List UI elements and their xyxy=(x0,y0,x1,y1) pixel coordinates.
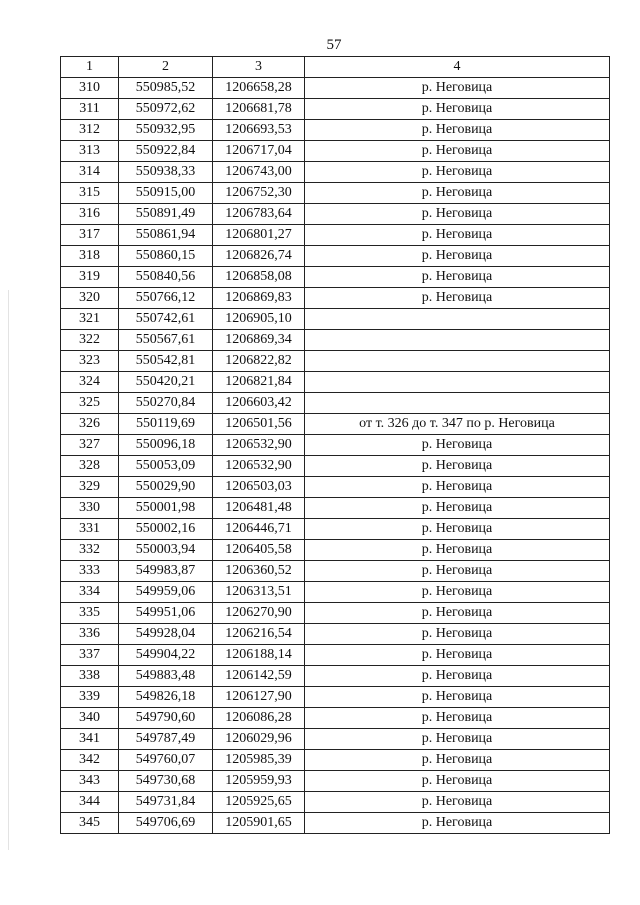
point-number-cell: 332 xyxy=(61,540,119,561)
description-cell: р. Неговица xyxy=(305,225,610,246)
table-row xyxy=(61,309,610,330)
scan-margin-line xyxy=(8,290,9,850)
y-coordinate-cell: 1205901,65 xyxy=(213,813,305,834)
x-coordinate-cell: 549904,22 xyxy=(119,645,213,666)
y-coordinate-cell: 1206029,96 xyxy=(213,729,305,750)
x-coordinate-cell: 549790,60 xyxy=(119,708,213,729)
point-number-cell: 317 xyxy=(61,225,119,246)
description-cell: р. Неговица xyxy=(305,162,610,183)
x-coordinate-cell: 550567,61 xyxy=(119,330,213,351)
y-coordinate-cell: 1206532,90 xyxy=(213,456,305,477)
y-coordinate-cell: 1206127,90 xyxy=(213,687,305,708)
x-coordinate-cell: 550860,15 xyxy=(119,246,213,267)
column-header-description: 4 xyxy=(305,57,610,78)
table-row xyxy=(61,582,610,603)
description-cell: от т. 326 до т. 347 по р. Неговица xyxy=(305,414,610,435)
y-coordinate-cell: 1206188,14 xyxy=(213,645,305,666)
table-row xyxy=(61,351,610,372)
x-coordinate-cell: 550932,95 xyxy=(119,120,213,141)
description-cell: р. Неговица xyxy=(305,204,610,225)
x-coordinate-cell: 549787,49 xyxy=(119,729,213,750)
table-row xyxy=(61,666,610,687)
y-coordinate-cell: 1206693,53 xyxy=(213,120,305,141)
point-number-cell: 321 xyxy=(61,309,119,330)
table-row xyxy=(61,792,610,813)
point-number-cell: 326 xyxy=(61,414,119,435)
point-number-cell: 327 xyxy=(61,435,119,456)
x-coordinate-cell: 549731,84 xyxy=(119,792,213,813)
description-cell: р. Неговица xyxy=(305,477,610,498)
point-number-cell: 337 xyxy=(61,645,119,666)
table-row xyxy=(61,330,610,351)
y-coordinate-cell: 1205925,65 xyxy=(213,792,305,813)
point-number-cell: 343 xyxy=(61,771,119,792)
description-cell: р. Неговица xyxy=(305,771,610,792)
point-number-cell: 316 xyxy=(61,204,119,225)
table-row xyxy=(61,687,610,708)
description-cell: р. Неговица xyxy=(305,540,610,561)
description-cell: р. Неговица xyxy=(305,582,610,603)
y-coordinate-cell: 1206905,10 xyxy=(213,309,305,330)
x-coordinate-cell: 549983,87 xyxy=(119,561,213,582)
point-number-cell: 319 xyxy=(61,267,119,288)
table-body xyxy=(61,78,610,834)
table-row xyxy=(61,498,610,519)
point-number-cell: 329 xyxy=(61,477,119,498)
column-header-y: 3 xyxy=(213,57,305,78)
description-cell xyxy=(305,351,610,372)
point-number-cell: 324 xyxy=(61,372,119,393)
x-coordinate-cell: 549959,06 xyxy=(119,582,213,603)
point-number-cell: 331 xyxy=(61,519,119,540)
x-coordinate-cell: 550840,56 xyxy=(119,267,213,288)
point-number-cell: 320 xyxy=(61,288,119,309)
description-cell: р. Неговица xyxy=(305,456,610,477)
x-coordinate-cell: 550053,09 xyxy=(119,456,213,477)
description-cell: р. Неговица xyxy=(305,645,610,666)
coordinates-table xyxy=(60,56,610,834)
table-row xyxy=(61,393,610,414)
y-coordinate-cell: 1206313,51 xyxy=(213,582,305,603)
description-cell xyxy=(305,372,610,393)
point-number-cell: 341 xyxy=(61,729,119,750)
description-cell: р. Неговица xyxy=(305,99,610,120)
point-number-cell: 339 xyxy=(61,687,119,708)
table-row xyxy=(61,246,610,267)
table-row xyxy=(61,813,610,834)
column-header-point-number: 1 xyxy=(61,57,119,78)
y-coordinate-cell: 1206216,54 xyxy=(213,624,305,645)
table-row xyxy=(61,645,610,666)
x-coordinate-cell: 550096,18 xyxy=(119,435,213,456)
point-number-cell: 323 xyxy=(61,351,119,372)
x-coordinate-cell: 550861,94 xyxy=(119,225,213,246)
table-row xyxy=(61,477,610,498)
y-coordinate-cell: 1206801,27 xyxy=(213,225,305,246)
table-row xyxy=(61,99,610,120)
point-number-cell: 310 xyxy=(61,78,119,99)
x-coordinate-cell: 550742,61 xyxy=(119,309,213,330)
point-number-cell: 315 xyxy=(61,183,119,204)
point-number-cell: 334 xyxy=(61,582,119,603)
y-coordinate-cell: 1206821,84 xyxy=(213,372,305,393)
y-coordinate-cell: 1206783,64 xyxy=(213,204,305,225)
point-number-cell: 330 xyxy=(61,498,119,519)
point-number-cell: 312 xyxy=(61,120,119,141)
y-coordinate-cell: 1206446,71 xyxy=(213,519,305,540)
table-row xyxy=(61,288,610,309)
point-number-cell: 318 xyxy=(61,246,119,267)
x-coordinate-cell: 549883,48 xyxy=(119,666,213,687)
description-cell: р. Неговица xyxy=(305,708,610,729)
point-number-cell: 322 xyxy=(61,330,119,351)
table-row xyxy=(61,750,610,771)
point-number-cell: 335 xyxy=(61,603,119,624)
x-coordinate-cell: 550270,84 xyxy=(119,393,213,414)
table-row xyxy=(61,624,610,645)
x-coordinate-cell: 550985,52 xyxy=(119,78,213,99)
table-row xyxy=(61,204,610,225)
x-coordinate-cell: 549760,07 xyxy=(119,750,213,771)
description-cell: р. Неговица xyxy=(305,624,610,645)
point-number-cell: 311 xyxy=(61,99,119,120)
x-coordinate-cell: 549928,04 xyxy=(119,624,213,645)
x-coordinate-cell: 550766,12 xyxy=(119,288,213,309)
y-coordinate-cell: 1206532,90 xyxy=(213,435,305,456)
point-number-cell: 344 xyxy=(61,792,119,813)
point-number-cell: 338 xyxy=(61,666,119,687)
y-coordinate-cell: 1206503,03 xyxy=(213,477,305,498)
description-cell xyxy=(305,309,610,330)
point-number-cell: 336 xyxy=(61,624,119,645)
x-coordinate-cell: 549826,18 xyxy=(119,687,213,708)
point-number-cell: 325 xyxy=(61,393,119,414)
description-cell: р. Неговица xyxy=(305,687,610,708)
description-cell: р. Неговица xyxy=(305,183,610,204)
table-row xyxy=(61,141,610,162)
description-cell: р. Неговица xyxy=(305,666,610,687)
y-coordinate-cell: 1206869,34 xyxy=(213,330,305,351)
description-cell xyxy=(305,330,610,351)
x-coordinate-cell: 550972,62 xyxy=(119,99,213,120)
description-cell: р. Неговица xyxy=(305,729,610,750)
x-coordinate-cell: 550001,98 xyxy=(119,498,213,519)
description-cell: р. Неговица xyxy=(305,813,610,834)
table-row xyxy=(61,78,610,99)
y-coordinate-cell: 1206869,83 xyxy=(213,288,305,309)
point-number-cell: 314 xyxy=(61,162,119,183)
description-cell: р. Неговица xyxy=(305,750,610,771)
y-coordinate-cell: 1206681,78 xyxy=(213,99,305,120)
x-coordinate-cell: 550922,84 xyxy=(119,141,213,162)
x-coordinate-cell: 550891,49 xyxy=(119,204,213,225)
x-coordinate-cell: 550119,69 xyxy=(119,414,213,435)
description-cell: р. Неговица xyxy=(305,603,610,624)
description-cell: р. Неговица xyxy=(305,792,610,813)
y-coordinate-cell: 1206822,82 xyxy=(213,351,305,372)
table-row xyxy=(61,729,610,750)
y-coordinate-cell: 1206603,42 xyxy=(213,393,305,414)
point-number-cell: 333 xyxy=(61,561,119,582)
y-coordinate-cell: 1206481,48 xyxy=(213,498,305,519)
description-cell: р. Неговица xyxy=(305,519,610,540)
y-coordinate-cell: 1206086,28 xyxy=(213,708,305,729)
point-number-cell: 345 xyxy=(61,813,119,834)
point-number-cell: 342 xyxy=(61,750,119,771)
column-header-x: 2 xyxy=(119,57,213,78)
page-number: 57 xyxy=(326,37,342,53)
y-coordinate-cell: 1205959,93 xyxy=(213,771,305,792)
y-coordinate-cell: 1206658,28 xyxy=(213,78,305,99)
y-coordinate-cell: 1206717,04 xyxy=(213,141,305,162)
description-cell: р. Неговица xyxy=(305,120,610,141)
x-coordinate-cell: 549730,68 xyxy=(119,771,213,792)
y-coordinate-cell: 1205985,39 xyxy=(213,750,305,771)
table-row xyxy=(61,372,610,393)
table-row xyxy=(61,414,610,435)
table-header-row xyxy=(61,57,610,78)
description-cell: р. Неговица xyxy=(305,267,610,288)
table-row xyxy=(61,456,610,477)
table-row xyxy=(61,771,610,792)
table-row xyxy=(61,708,610,729)
table-row xyxy=(61,267,610,288)
y-coordinate-cell: 1206142,59 xyxy=(213,666,305,687)
table-row xyxy=(61,120,610,141)
x-coordinate-cell: 550542,81 xyxy=(119,351,213,372)
table-row xyxy=(61,435,610,456)
description-cell: р. Неговица xyxy=(305,435,610,456)
table-row xyxy=(61,183,610,204)
point-number-cell: 313 xyxy=(61,141,119,162)
y-coordinate-cell: 1206826,74 xyxy=(213,246,305,267)
description-cell: р. Неговица xyxy=(305,246,610,267)
description-cell xyxy=(305,393,610,414)
y-coordinate-cell: 1206360,52 xyxy=(213,561,305,582)
x-coordinate-cell: 549951,06 xyxy=(119,603,213,624)
x-coordinate-cell: 550420,21 xyxy=(119,372,213,393)
point-number-cell: 340 xyxy=(61,708,119,729)
x-coordinate-cell: 550938,33 xyxy=(119,162,213,183)
y-coordinate-cell: 1206501,56 xyxy=(213,414,305,435)
table-row xyxy=(61,225,610,246)
x-coordinate-cell: 550002,16 xyxy=(119,519,213,540)
description-cell: р. Неговица xyxy=(305,561,610,582)
x-coordinate-cell: 550915,00 xyxy=(119,183,213,204)
y-coordinate-cell: 1206270,90 xyxy=(213,603,305,624)
table-row xyxy=(61,519,610,540)
description-cell: р. Неговица xyxy=(305,288,610,309)
table-row xyxy=(61,561,610,582)
y-coordinate-cell: 1206752,30 xyxy=(213,183,305,204)
x-coordinate-cell: 550003,94 xyxy=(119,540,213,561)
table-row xyxy=(61,603,610,624)
point-number-cell: 328 xyxy=(61,456,119,477)
table-row xyxy=(61,540,610,561)
x-coordinate-cell: 549706,69 xyxy=(119,813,213,834)
description-cell: р. Неговица xyxy=(305,498,610,519)
y-coordinate-cell: 1206858,08 xyxy=(213,267,305,288)
table-row xyxy=(61,162,610,183)
description-cell: р. Неговица xyxy=(305,78,610,99)
y-coordinate-cell: 1206405,58 xyxy=(213,540,305,561)
x-coordinate-cell: 550029,90 xyxy=(119,477,213,498)
y-coordinate-cell: 1206743,00 xyxy=(213,162,305,183)
description-cell: р. Неговица xyxy=(305,141,610,162)
